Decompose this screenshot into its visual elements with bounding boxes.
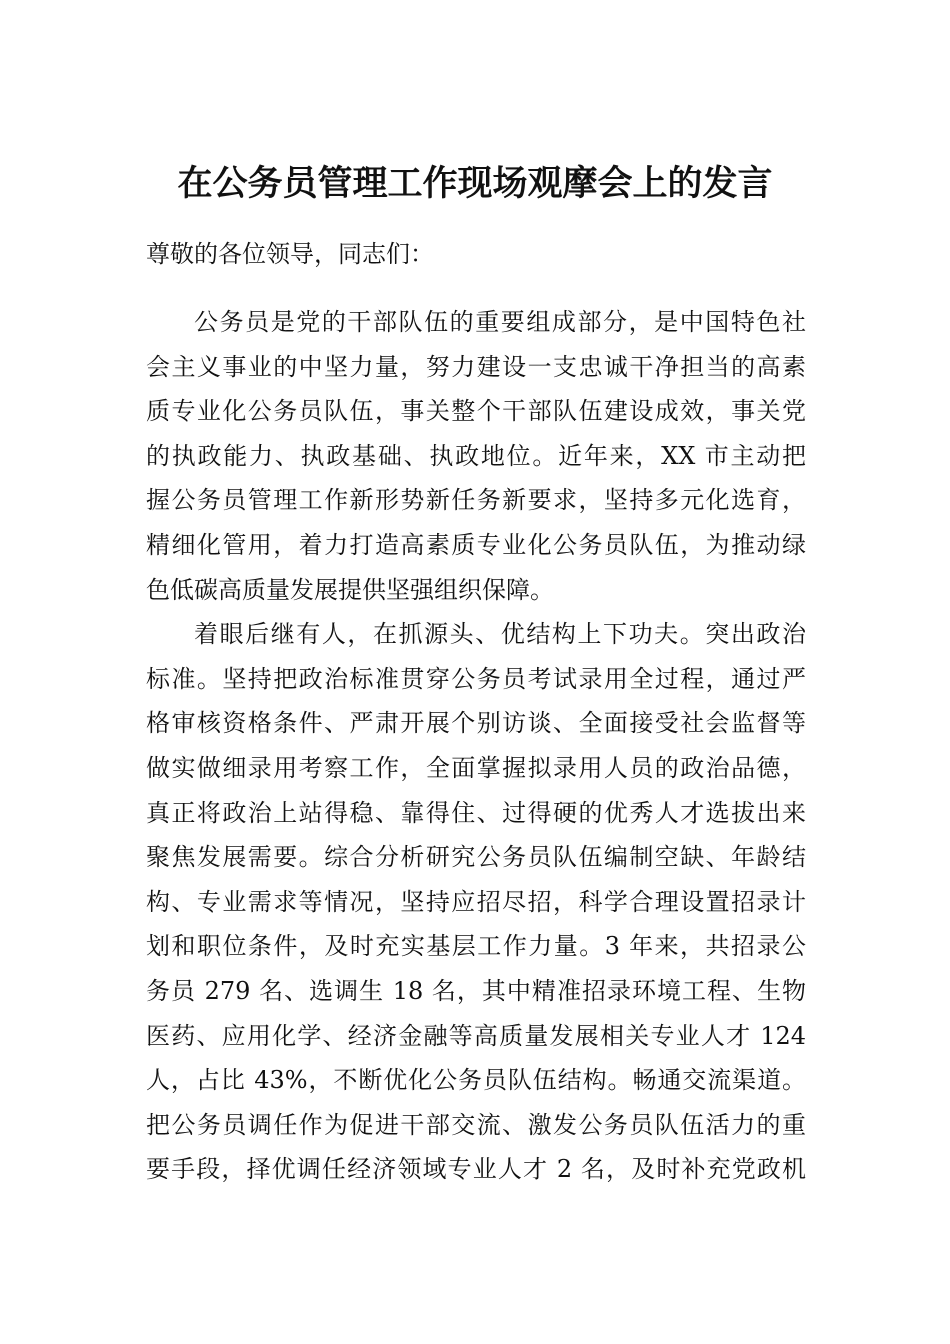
body-paragraph — [146, 612, 806, 1192]
paragraph-line: 格审核资格条件、严肃开展个别访谈、全面接受社会监督等 — [146, 709, 806, 738]
paragraph-line: 划和职位条件，及时充实基层工作力量。3 年来，共招录公 — [146, 932, 806, 961]
salutation: 尊敬的各位领导，同志们： — [146, 240, 434, 268]
paragraph-line: 务员 279 名、选调生 18 名，其中精准招录环境工程、生物 — [146, 976, 806, 1005]
paragraph-line: 构、专业需求等情况，坚持应招尽招，科学合理设置招录计 — [146, 887, 806, 916]
document-body — [146, 300, 806, 1192]
paragraph-line: 人，占比 43%，不断优化公务员队伍结构。畅通交流渠道。 — [146, 1066, 806, 1095]
paragraph-line: 公务员是党的干部队伍的重要组成部分，是中国特色社 — [194, 308, 806, 336]
paragraph-line: 质专业化公务员队伍，事关整个干部队伍建设成效，事关党 — [146, 397, 806, 426]
paragraph-line: 着眼后继有人，在抓源头、优结构上下功夫。突出政治 — [194, 620, 806, 649]
paragraph-line: 的执政能力、执政基础、执政地位。近年来，XX 市主动把 — [146, 441, 806, 470]
paragraph-line: 标准。坚持把政治标准贯穿公务员考试录用全过程，通过严 — [146, 664, 806, 693]
paragraph-line: 把公务员调任作为促进干部交流、激发公务员队伍活力的重 — [146, 1110, 806, 1139]
paragraph-line: 聚焦发展需要。综合分析研究公务员队伍编制空缺、年龄结 — [146, 843, 806, 872]
paragraph-line: 做实做细录用考察工作，全面掌握拟录用人员的政治品德， — [146, 753, 806, 782]
paragraph-line: 色低碳高质量发展提供坚强组织保障。 — [146, 575, 554, 604]
paragraph-line: 会主义事业的中坚力量，努力建设一支忠诚干净担当的高素 — [146, 352, 806, 381]
paragraph-line: 要手段，择优调任经济领域专业人才 2 名，及时补充党政机 — [146, 1155, 806, 1184]
paragraph-line: 医药、应用化学、经济金融等高质量发展相关专业人才 124 — [146, 1021, 806, 1050]
paragraph-line: 精细化管用，着力打造高素质专业化公务员队伍，为推动绿 — [146, 530, 806, 559]
document-title: 在公务员管理工作现场观摩会上的发言 — [177, 163, 773, 204]
body-paragraph — [146, 300, 806, 612]
paragraph-line: 握公务员管理工作新形势新任务新要求，坚持多元化选育， — [146, 486, 806, 515]
paragraph-line: 真正将政治上站得稳、靠得住、过得硬的优秀人才选拔出来 — [146, 798, 806, 827]
